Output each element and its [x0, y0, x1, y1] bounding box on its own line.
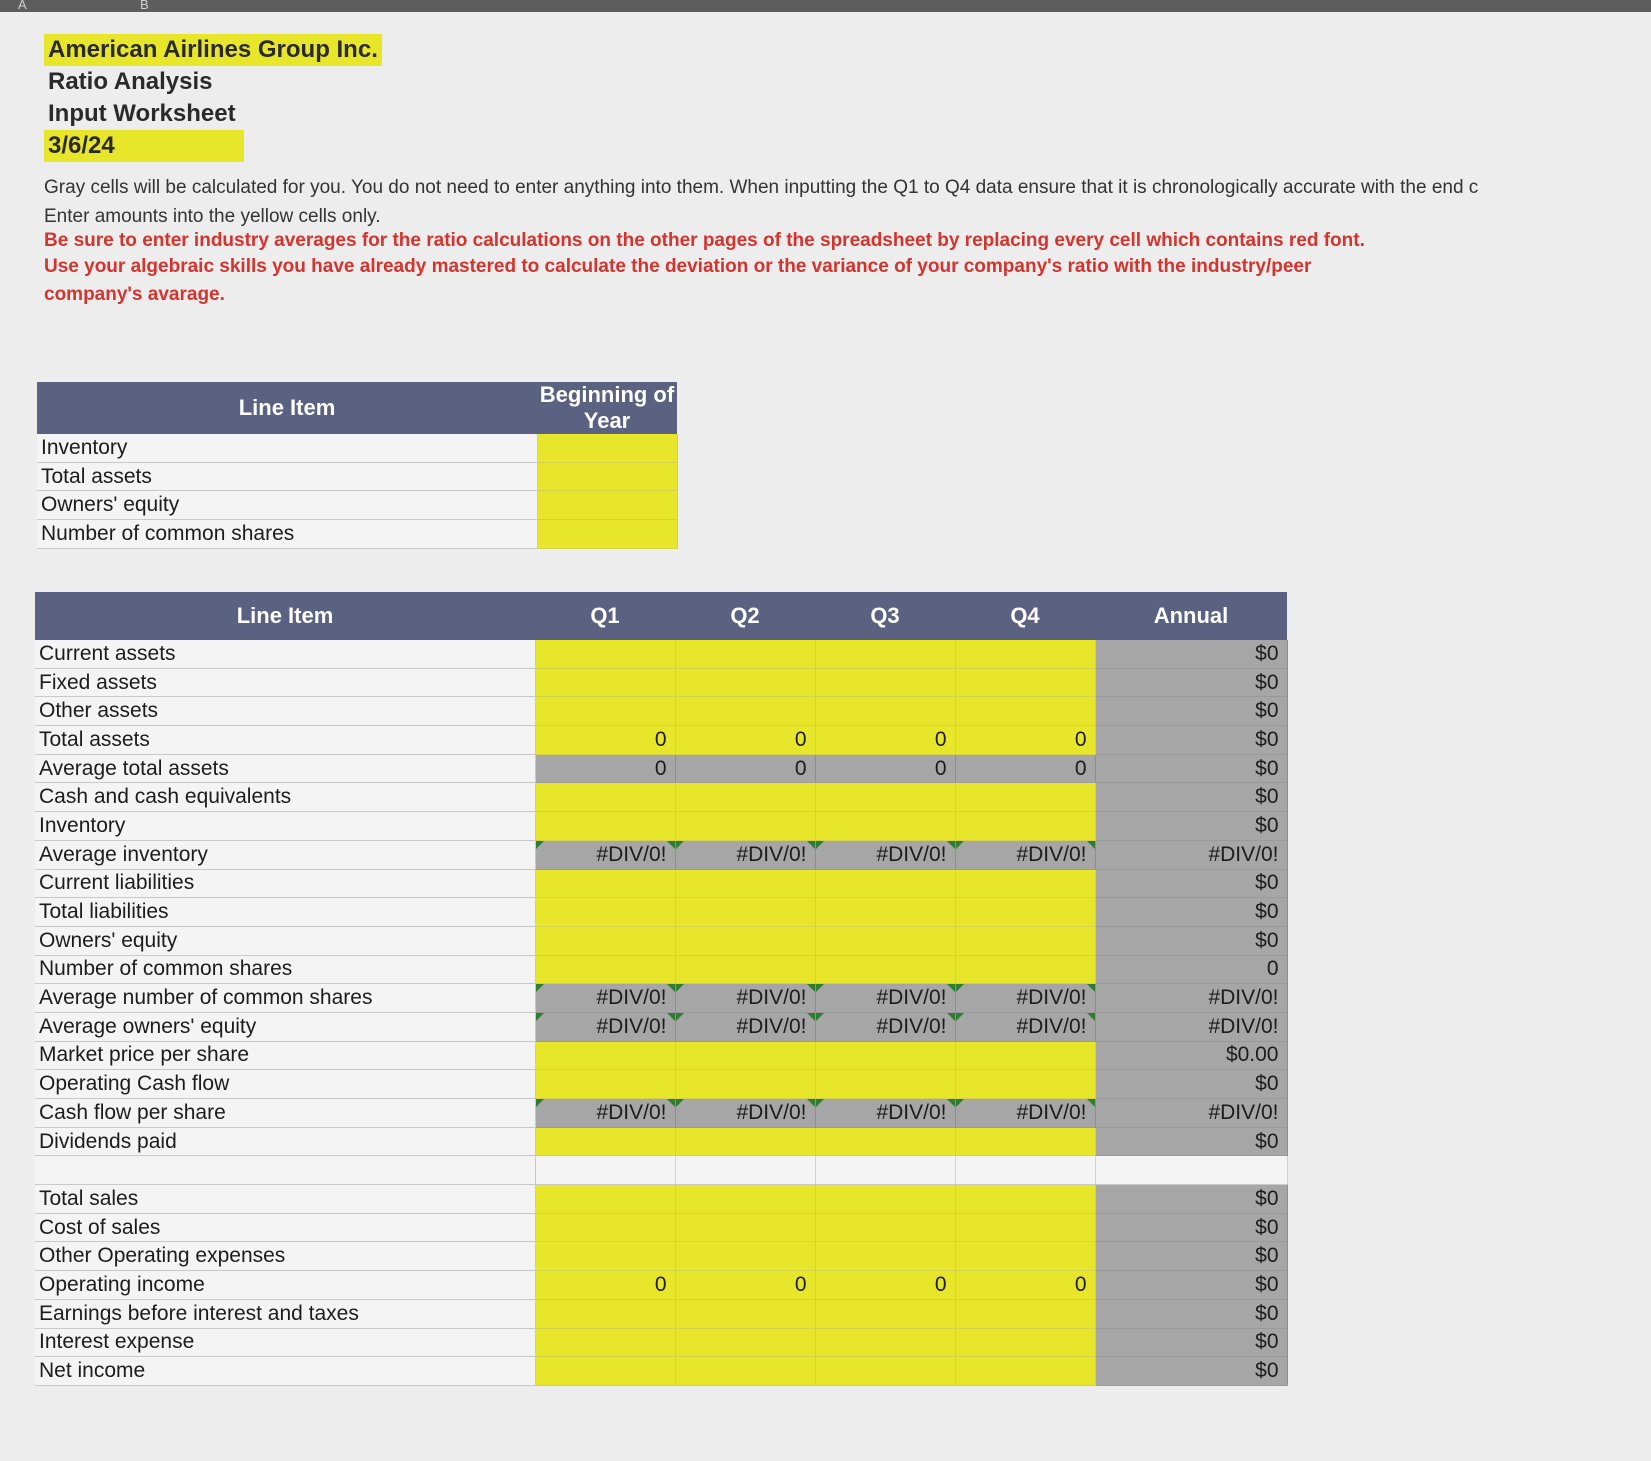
calculated-cell[interactable]: #DIV/0!: [955, 984, 1095, 1013]
input-cell[interactable]: [955, 926, 1095, 955]
q3-header: Q3: [815, 592, 955, 640]
input-cell[interactable]: 0: [535, 1271, 675, 1300]
input-cell[interactable]: [955, 1213, 1095, 1242]
table-row: [35, 726, 1287, 755]
annual-header: Annual: [1095, 592, 1287, 640]
input-cell[interactable]: 0: [955, 726, 1095, 755]
table-row: [35, 1041, 1287, 1070]
instruction-yellow-cells: Enter amounts into the yellow cells only.: [44, 206, 381, 227]
table-row: [35, 668, 1287, 697]
input-cell[interactable]: [675, 1041, 815, 1070]
table-row: [35, 955, 1287, 984]
input-cell[interactable]: [815, 668, 955, 697]
table-row: [35, 783, 1287, 812]
annual-cell[interactable]: $0: [1095, 869, 1287, 898]
input-cell[interactable]: [535, 1127, 675, 1156]
row-label: Current liabilities: [35, 869, 535, 898]
input-cell[interactable]: [815, 1328, 955, 1357]
worksheet-title[interactable]: Input Worksheet: [48, 100, 236, 127]
input-cell[interactable]: [815, 869, 955, 898]
row-label: Current assets: [35, 640, 535, 668]
input-cell[interactable]: [535, 1357, 675, 1386]
input-cell[interactable]: [675, 1357, 815, 1386]
row-label: Number of common shares: [37, 520, 537, 549]
table-row: [35, 898, 1287, 927]
calculated-cell[interactable]: #DIV/0!: [955, 840, 1095, 869]
input-cell[interactable]: [535, 668, 675, 697]
instruction-gray-cells: Gray cells will be calculated for you. You do not need to enter anything into them. When inputting the Q1 to Q4 data ensure that it is chronologically accurate with the end c: [44, 177, 1479, 198]
sheet-subtitle[interactable]: Ratio Analysis: [48, 68, 213, 95]
input-cell[interactable]: [955, 783, 1095, 812]
table-row: [35, 1070, 1287, 1099]
annual-cell[interactable]: #DIV/0!: [1095, 984, 1287, 1013]
input-cell[interactable]: [955, 1185, 1095, 1214]
row-label: Average inventory: [35, 840, 535, 869]
row-label: Net income: [35, 1357, 535, 1386]
table-row: [35, 1012, 1287, 1041]
calculated-cell[interactable]: #DIV/0!: [815, 984, 955, 1013]
input-cell[interactable]: [815, 1185, 955, 1214]
input-cell[interactable]: [535, 697, 675, 726]
row-label: Fixed assets: [35, 668, 535, 697]
calculated-cell[interactable]: #DIV/0!: [815, 1099, 955, 1128]
line-item-header: Line Item: [37, 382, 537, 434]
input-cell[interactable]: [815, 1299, 955, 1328]
row-label: Cash and cash equivalents: [35, 783, 535, 812]
annual-cell[interactable]: #DIV/0!: [1095, 1012, 1287, 1041]
calculated-cell[interactable]: #DIV/0!: [955, 1099, 1095, 1128]
quarterly-table-body: [35, 640, 1287, 1385]
input-cell[interactable]: 0: [675, 726, 815, 755]
input-cell[interactable]: [815, 812, 955, 841]
annual-cell[interactable]: $0: [1095, 1213, 1287, 1242]
calculated-cell[interactable]: #DIV/0!: [815, 1012, 955, 1041]
row-label: Cost of sales: [35, 1213, 535, 1242]
input-cell[interactable]: [675, 812, 815, 841]
column-header-bar: [0, 0, 1651, 12]
row-label: Inventory: [35, 812, 535, 841]
table-row: [35, 754, 1287, 783]
annual-cell[interactable]: $0: [1095, 1357, 1287, 1386]
annual-cell[interactable]: [1095, 1156, 1287, 1185]
row-label: Owners' equity: [37, 491, 537, 520]
row-label: Total assets: [35, 726, 535, 755]
table-row: [35, 984, 1287, 1013]
instruction-variance-cont: company's avarage.: [44, 284, 225, 305]
row-label: Dividends paid: [35, 1127, 535, 1156]
calculated-cell[interactable]: #DIV/0!: [535, 984, 675, 1013]
annual-cell[interactable]: $0: [1095, 668, 1287, 697]
input-cell[interactable]: 0: [815, 1271, 955, 1300]
input-cell[interactable]: [535, 1041, 675, 1070]
input-cell[interactable]: [955, 668, 1095, 697]
row-label: Other assets: [35, 697, 535, 726]
input-cell[interactable]: [675, 898, 815, 927]
input-cell[interactable]: [675, 697, 815, 726]
row-label: Interest expense: [35, 1328, 535, 1357]
calculated-cell[interactable]: #DIV/0!: [955, 1012, 1095, 1041]
annual-cell[interactable]: $0: [1095, 783, 1287, 812]
input-cell[interactable]: [955, 1299, 1095, 1328]
calculated-cell[interactable]: #DIV/0!: [815, 840, 955, 869]
table-row: [35, 697, 1287, 726]
annual-cell[interactable]: $0: [1095, 697, 1287, 726]
input-cell[interactable]: [955, 1127, 1095, 1156]
input-cell[interactable]: [537, 434, 677, 462]
calculated-cell[interactable]: 0: [675, 754, 815, 783]
q4-header: Q4: [955, 592, 1095, 640]
table-row: [35, 1328, 1287, 1357]
row-label: Earnings before interest and taxes: [35, 1299, 535, 1328]
input-cell[interactable]: [955, 1328, 1095, 1357]
row-label: Total sales: [35, 1185, 535, 1214]
spreadsheet-area: [0, 12, 1651, 1461]
table-row: [35, 869, 1287, 898]
input-cell[interactable]: [675, 1242, 815, 1271]
beginning-of-year-table: [37, 382, 678, 549]
date-cell[interactable]: 3/6/24: [44, 130, 244, 162]
calculated-cell[interactable]: [535, 1156, 675, 1185]
row-label: Inventory: [37, 434, 537, 462]
row-label: Owners' equity: [35, 926, 535, 955]
input-cell[interactable]: 0: [675, 1271, 815, 1300]
row-label: [35, 1156, 535, 1185]
input-cell[interactable]: [955, 898, 1095, 927]
column-letter-a[interactable]: A: [18, 0, 27, 12]
calculated-cell[interactable]: #DIV/0!: [535, 1099, 675, 1128]
input-cell[interactable]: [815, 783, 955, 812]
input-cell[interactable]: [675, 926, 815, 955]
input-cell[interactable]: [675, 783, 815, 812]
table-row: [35, 840, 1287, 869]
calculated-cell[interactable]: [955, 1156, 1095, 1185]
annual-cell[interactable]: $0: [1095, 754, 1287, 783]
table-row: [37, 434, 677, 462]
input-cell[interactable]: 0: [815, 726, 955, 755]
row-label: Cash flow per share: [35, 1099, 535, 1128]
annual-cell[interactable]: $0: [1095, 1127, 1287, 1156]
annual-cell[interactable]: $0: [1095, 1242, 1287, 1271]
input-cell[interactable]: [537, 491, 677, 520]
row-label: Market price per share: [35, 1041, 535, 1070]
calculated-cell[interactable]: 0: [535, 754, 675, 783]
q2-header: Q2: [675, 592, 815, 640]
annual-cell[interactable]: #DIV/0!: [1095, 1099, 1287, 1128]
table-row: [35, 1099, 1287, 1128]
q1-header: Q1: [535, 592, 675, 640]
input-cell[interactable]: [675, 1185, 815, 1214]
input-cell[interactable]: [815, 697, 955, 726]
input-cell[interactable]: [815, 1357, 955, 1386]
beginning-of-year-header: Beginning of Year: [537, 382, 677, 434]
annual-cell[interactable]: 0: [1095, 955, 1287, 984]
annual-cell[interactable]: $0: [1095, 1070, 1287, 1099]
input-cell[interactable]: [815, 640, 955, 668]
input-cell[interactable]: [535, 869, 675, 898]
table-row: [35, 640, 1287, 668]
annual-cell[interactable]: $0: [1095, 1185, 1287, 1214]
input-cell[interactable]: [955, 1070, 1095, 1099]
input-cell[interactable]: [535, 1242, 675, 1271]
input-cell[interactable]: [955, 1357, 1095, 1386]
table-row: [35, 1156, 1287, 1185]
input-cell[interactable]: [955, 955, 1095, 984]
calculated-cell[interactable]: #DIV/0!: [675, 984, 815, 1013]
annual-cell[interactable]: $0.00: [1095, 1041, 1287, 1070]
input-cell[interactable]: [675, 1070, 815, 1099]
calculated-cell[interactable]: #DIV/0!: [535, 840, 675, 869]
annual-cell[interactable]: $0: [1095, 1299, 1287, 1328]
annual-cell[interactable]: $0: [1095, 1271, 1287, 1300]
input-cell[interactable]: [535, 1328, 675, 1357]
row-label: Total liabilities: [35, 898, 535, 927]
table-row: [35, 1242, 1287, 1271]
annual-cell[interactable]: $0: [1095, 1328, 1287, 1357]
annual-cell[interactable]: $0: [1095, 640, 1287, 668]
calculated-cell[interactable]: #DIV/0!: [675, 1099, 815, 1128]
input-cell[interactable]: [955, 869, 1095, 898]
calculated-cell[interactable]: [675, 1156, 815, 1185]
row-label: Operating income: [35, 1271, 535, 1300]
input-cell[interactable]: [955, 697, 1095, 726]
input-cell[interactable]: [955, 1041, 1095, 1070]
input-cell[interactable]: [675, 1127, 815, 1156]
input-cell[interactable]: [535, 783, 675, 812]
input-cell[interactable]: [815, 1242, 955, 1271]
row-label: Operating Cash flow: [35, 1070, 535, 1099]
calculated-cell[interactable]: #DIV/0!: [535, 1012, 675, 1041]
annual-cell[interactable]: #DIV/0!: [1095, 840, 1287, 869]
input-cell[interactable]: [537, 462, 677, 491]
input-cell[interactable]: [537, 520, 677, 549]
input-cell[interactable]: [535, 1185, 675, 1214]
input-cell[interactable]: [535, 812, 675, 841]
table-row: [35, 1299, 1287, 1328]
input-cell[interactable]: [535, 1213, 675, 1242]
table-row: [35, 926, 1287, 955]
input-cell[interactable]: [815, 1213, 955, 1242]
annual-cell[interactable]: $0: [1095, 898, 1287, 927]
calculated-cell[interactable]: [815, 1156, 955, 1185]
column-letter-b[interactable]: B: [140, 0, 149, 12]
input-cell[interactable]: [675, 1213, 815, 1242]
input-cell[interactable]: [815, 1041, 955, 1070]
table-row: [37, 462, 677, 491]
company-name[interactable]: American Airlines Group Inc.: [44, 34, 382, 66]
row-label: Total assets: [37, 462, 537, 491]
input-cell[interactable]: [955, 1242, 1095, 1271]
input-cell[interactable]: [815, 898, 955, 927]
input-cell[interactable]: [955, 812, 1095, 841]
input-cell[interactable]: [675, 668, 815, 697]
row-label: Number of common shares: [35, 955, 535, 984]
annual-cell[interactable]: $0: [1095, 812, 1287, 841]
input-cell[interactable]: [815, 926, 955, 955]
table-row: [35, 1357, 1287, 1386]
instruction-industry-averages: Be sure to enter industry averages for the ratio calculations on the other pages of the spreadsheet by replacing every cell which contains red font.: [44, 230, 1365, 251]
input-cell[interactable]: [535, 1299, 675, 1328]
table-row: [35, 1127, 1287, 1156]
input-cell[interactable]: [815, 1127, 955, 1156]
input-cell[interactable]: [535, 1070, 675, 1099]
calculated-cell[interactable]: #DIV/0!: [675, 1012, 815, 1041]
input-cell[interactable]: [675, 1328, 815, 1357]
row-label: Average number of common shares: [35, 984, 535, 1013]
input-cell[interactable]: [815, 955, 955, 984]
row-label: Other Operating expenses: [35, 1242, 535, 1271]
input-cell[interactable]: [815, 1070, 955, 1099]
annual-cell[interactable]: $0: [1095, 926, 1287, 955]
calculated-cell[interactable]: #DIV/0!: [675, 840, 815, 869]
input-cell[interactable]: [535, 898, 675, 927]
input-cell[interactable]: [675, 1299, 815, 1328]
calculated-cell[interactable]: 0: [815, 754, 955, 783]
quarterly-table: [35, 592, 1288, 1386]
input-cell[interactable]: [675, 869, 815, 898]
input-cell[interactable]: 0: [955, 1271, 1095, 1300]
table-row: [35, 812, 1287, 841]
input-cell[interactable]: [535, 955, 675, 984]
input-cell[interactable]: [675, 955, 815, 984]
input-cell[interactable]: [535, 926, 675, 955]
table-row: [35, 1185, 1287, 1214]
input-cell[interactable]: [675, 640, 815, 668]
calculated-cell[interactable]: 0: [955, 754, 1095, 783]
input-cell[interactable]: [535, 640, 675, 668]
input-cell[interactable]: 0: [535, 726, 675, 755]
line-item-header: Line Item: [35, 592, 535, 640]
row-label: Average owners' equity: [35, 1012, 535, 1041]
instruction-variance: Use your algebraic skills you have already mastered to calculate the deviation or the variance of your company's ratio with the industry/peer: [44, 256, 1312, 277]
row-label: Average total assets: [35, 754, 535, 783]
table-row: [35, 1271, 1287, 1300]
input-cell[interactable]: [955, 640, 1095, 668]
annual-cell[interactable]: $0: [1095, 726, 1287, 755]
table-row: [37, 491, 677, 520]
table-row: [37, 520, 677, 549]
table-row: [35, 1213, 1287, 1242]
